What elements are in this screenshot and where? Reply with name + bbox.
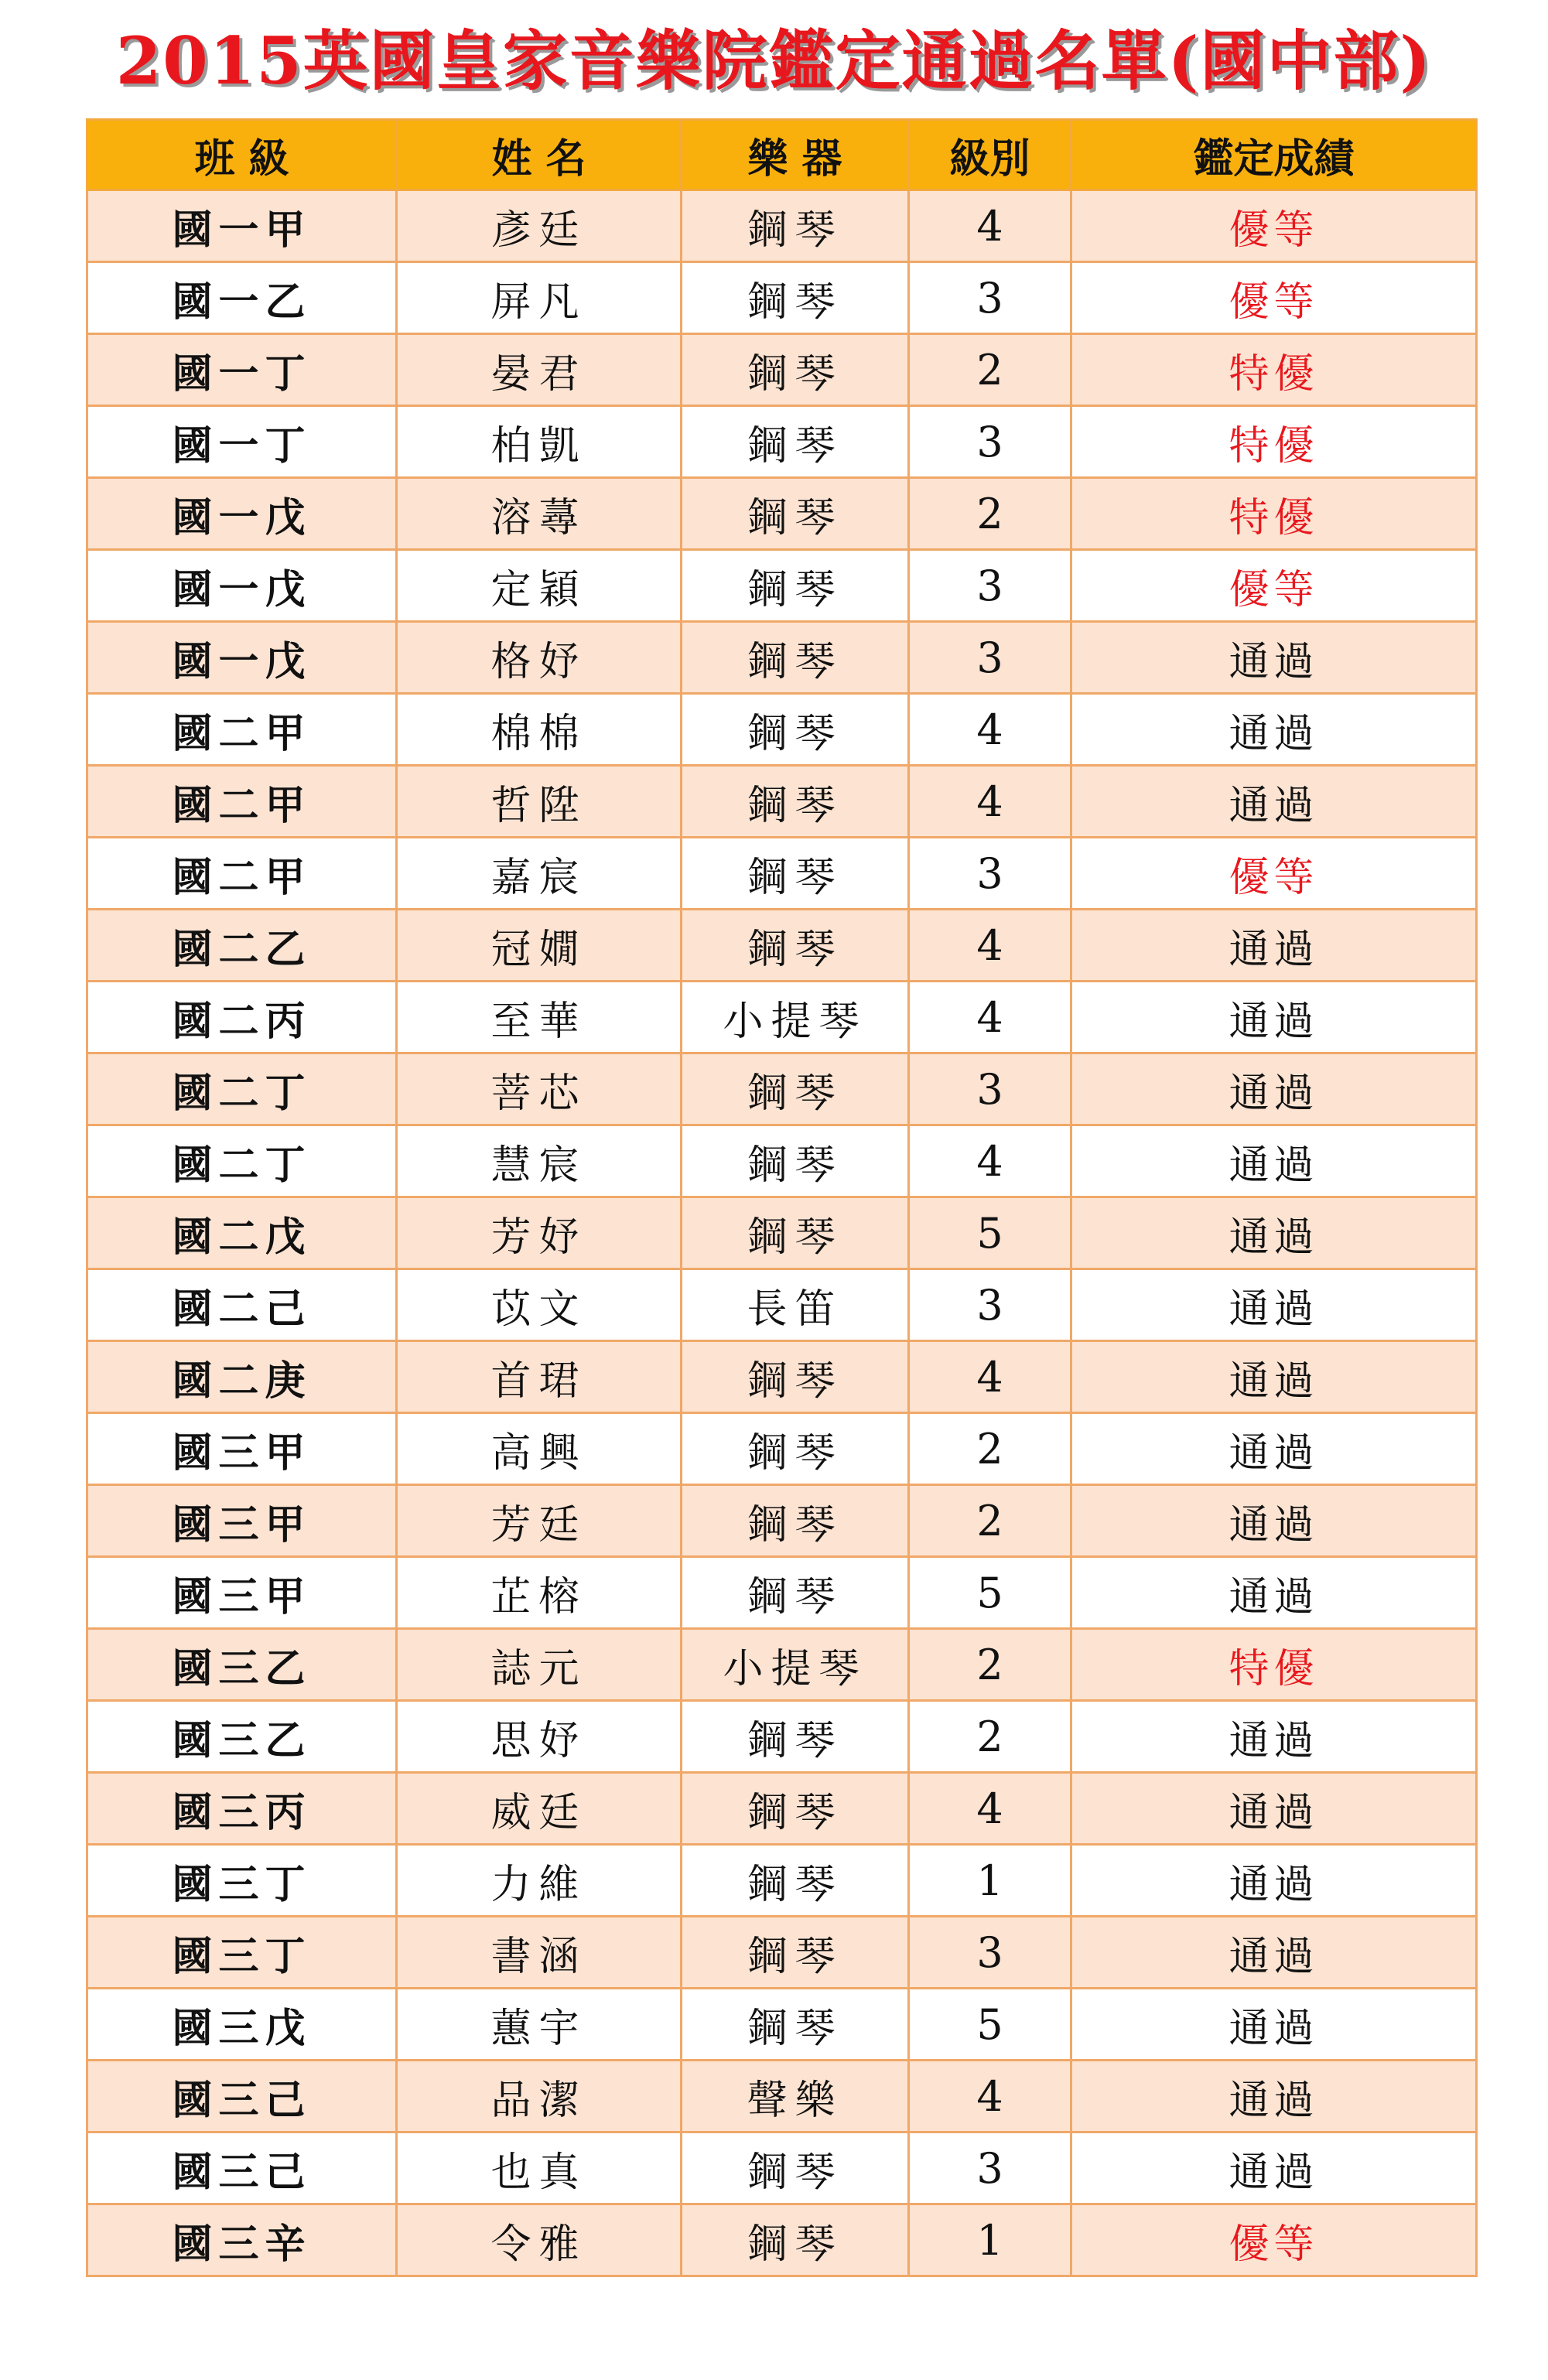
cell-name: 令雅 xyxy=(397,2204,682,2276)
cell-result: 通過 xyxy=(1071,1053,1477,1125)
cell-level: 1 xyxy=(909,1845,1071,1917)
cell-class: 國三己 xyxy=(87,2061,397,2132)
table-row xyxy=(87,622,1477,694)
cell-class: 國二戊 xyxy=(87,1197,397,1269)
cell-level: 5 xyxy=(909,1989,1071,2061)
cell-level: 3 xyxy=(909,406,1071,478)
cell-name: 思妤 xyxy=(397,1701,682,1773)
cell-name: 柏凱 xyxy=(397,406,682,478)
cell-class: 國二己 xyxy=(87,1269,397,1341)
cell-instrument: 鋼琴 xyxy=(682,1053,909,1125)
cell-level: 3 xyxy=(909,262,1071,334)
table-row xyxy=(87,838,1477,910)
table-row xyxy=(87,1557,1477,1629)
cell-level: 2 xyxy=(909,1413,1071,1485)
cell-name: 蕙宇 xyxy=(397,1989,682,2061)
table-row xyxy=(87,910,1477,982)
results-table xyxy=(86,118,1478,2277)
cell-level: 3 xyxy=(909,550,1071,622)
cell-name: 高興 xyxy=(397,1413,682,1485)
cell-instrument: 鋼琴 xyxy=(682,1125,909,1197)
cell-result: 通過 xyxy=(1071,1125,1477,1197)
cell-result: 通過 xyxy=(1071,1845,1477,1917)
cell-class: 國二甲 xyxy=(87,766,397,838)
cell-result: 通過 xyxy=(1071,2132,1477,2204)
table-row xyxy=(87,1701,1477,1773)
cell-class: 國二甲 xyxy=(87,694,397,766)
table-row xyxy=(87,1629,1477,1701)
cell-instrument: 鋼琴 xyxy=(682,1485,909,1557)
cell-result: 特優 xyxy=(1071,1629,1477,1701)
cell-level: 1 xyxy=(909,2204,1071,2276)
cell-result: 通過 xyxy=(1071,1485,1477,1557)
cell-level: 4 xyxy=(909,1341,1071,1413)
cell-result: 通過 xyxy=(1071,1773,1477,1845)
cell-name: 慧宸 xyxy=(397,1125,682,1197)
cell-level: 3 xyxy=(909,1269,1071,1341)
cell-class: 國三丁 xyxy=(87,1917,397,1989)
cell-instrument: 鋼琴 xyxy=(682,1197,909,1269)
cell-result: 通過 xyxy=(1071,910,1477,982)
table-row xyxy=(87,1485,1477,1557)
cell-level: 4 xyxy=(909,766,1071,838)
table-row xyxy=(87,1845,1477,1917)
cell-class: 國二庚 xyxy=(87,1341,397,1413)
cell-level: 2 xyxy=(909,1629,1071,1701)
cell-result: 優等 xyxy=(1071,550,1477,622)
cell-instrument: 小提琴 xyxy=(682,982,909,1053)
cell-result: 特優 xyxy=(1071,478,1477,550)
cell-class: 國三丙 xyxy=(87,1773,397,1845)
table-row xyxy=(87,1341,1477,1413)
cell-level: 2 xyxy=(909,1701,1071,1773)
cell-result: 特優 xyxy=(1071,406,1477,478)
table-row xyxy=(87,1125,1477,1197)
cell-name: 也真 xyxy=(397,2132,682,2204)
cell-instrument: 聲樂 xyxy=(682,2061,909,2132)
cell-level: 4 xyxy=(909,694,1071,766)
cell-level: 2 xyxy=(909,478,1071,550)
header-result: 鑑定成績 xyxy=(1071,120,1477,190)
table-row xyxy=(87,1989,1477,2061)
cell-instrument: 鋼琴 xyxy=(682,2204,909,2276)
cell-name: 格妤 xyxy=(397,622,682,694)
cell-result: 通過 xyxy=(1071,1557,1477,1629)
cell-class: 國二丁 xyxy=(87,1053,397,1125)
cell-name: 首珺 xyxy=(397,1341,682,1413)
cell-level: 4 xyxy=(909,190,1071,262)
table-row xyxy=(87,1269,1477,1341)
cell-name: 溶蕁 xyxy=(397,478,682,550)
table-row xyxy=(87,2132,1477,2204)
cell-instrument: 鋼琴 xyxy=(682,406,909,478)
cell-instrument: 鋼琴 xyxy=(682,1413,909,1485)
table-row xyxy=(87,550,1477,622)
cell-result: 通過 xyxy=(1071,1917,1477,1989)
cell-name: 苡文 xyxy=(397,1269,682,1341)
cell-class: 國三己 xyxy=(87,2132,397,2204)
cell-name: 芳妤 xyxy=(397,1197,682,1269)
table-row xyxy=(87,2061,1477,2132)
table-row xyxy=(87,334,1477,406)
cell-class: 國一戊 xyxy=(87,550,397,622)
cell-name: 晏君 xyxy=(397,334,682,406)
header-instrument: 樂 器 xyxy=(682,120,909,190)
cell-result: 優等 xyxy=(1071,838,1477,910)
cell-level: 2 xyxy=(909,1485,1071,1557)
cell-instrument: 鋼琴 xyxy=(682,1917,909,1989)
cell-name: 芳廷 xyxy=(397,1485,682,1557)
cell-level: 5 xyxy=(909,1557,1071,1629)
cell-instrument: 鋼琴 xyxy=(682,910,909,982)
cell-name: 屏凡 xyxy=(397,262,682,334)
cell-level: 4 xyxy=(909,910,1071,982)
cell-instrument: 鋼琴 xyxy=(682,550,909,622)
cell-result: 通過 xyxy=(1071,982,1477,1053)
cell-class: 國三甲 xyxy=(87,1413,397,1485)
cell-level: 3 xyxy=(909,2132,1071,2204)
cell-name: 力維 xyxy=(397,1845,682,1917)
cell-result: 通過 xyxy=(1071,622,1477,694)
cell-name: 品潔 xyxy=(397,2061,682,2132)
cell-class: 國一甲 xyxy=(87,190,397,262)
cell-class: 國三丁 xyxy=(87,1845,397,1917)
cell-result: 通過 xyxy=(1071,766,1477,838)
cell-class: 國一乙 xyxy=(87,262,397,334)
cell-instrument: 鋼琴 xyxy=(682,1557,909,1629)
cell-level: 4 xyxy=(909,982,1071,1053)
cell-result: 優等 xyxy=(1071,2204,1477,2276)
cell-name: 彥廷 xyxy=(397,190,682,262)
cell-instrument: 鋼琴 xyxy=(682,694,909,766)
cell-result: 特優 xyxy=(1071,334,1477,406)
table-row xyxy=(87,1773,1477,1845)
cell-result: 通過 xyxy=(1071,1413,1477,1485)
cell-instrument: 鋼琴 xyxy=(682,334,909,406)
cell-class: 國二丙 xyxy=(87,982,397,1053)
cell-instrument: 鋼琴 xyxy=(682,622,909,694)
cell-name: 嘉宸 xyxy=(397,838,682,910)
cell-instrument: 鋼琴 xyxy=(682,1989,909,2061)
cell-name: 至華 xyxy=(397,982,682,1053)
cell-instrument: 鋼琴 xyxy=(682,1845,909,1917)
cell-result: 優等 xyxy=(1071,262,1477,334)
header-class: 班 級 xyxy=(87,120,397,190)
table-row xyxy=(87,1197,1477,1269)
cell-class: 國一戊 xyxy=(87,478,397,550)
cell-name: 菩芯 xyxy=(397,1053,682,1125)
table-body xyxy=(87,190,1477,2276)
cell-result: 通過 xyxy=(1071,1197,1477,1269)
table-row xyxy=(87,982,1477,1053)
cell-name: 書涵 xyxy=(397,1917,682,1989)
cell-instrument: 小提琴 xyxy=(682,1629,909,1701)
cell-class: 國一丁 xyxy=(87,334,397,406)
cell-instrument: 鋼琴 xyxy=(682,838,909,910)
table-row xyxy=(87,262,1477,334)
table-row xyxy=(87,190,1477,262)
cell-instrument: 鋼琴 xyxy=(682,262,909,334)
cell-level: 4 xyxy=(909,2061,1071,2132)
cell-instrument: 鋼琴 xyxy=(682,1773,909,1845)
cell-name: 誌元 xyxy=(397,1629,682,1701)
cell-instrument: 長笛 xyxy=(682,1269,909,1341)
cell-level: 3 xyxy=(909,622,1071,694)
header-name: 姓 名 xyxy=(397,120,682,190)
cell-level: 3 xyxy=(909,1917,1071,1989)
cell-name: 哲陞 xyxy=(397,766,682,838)
page-title: 2015英國皇家音樂院鑑定通過名單(國中部) xyxy=(115,22,1433,99)
table-row xyxy=(87,1053,1477,1125)
cell-class: 國二甲 xyxy=(87,838,397,910)
cell-level: 4 xyxy=(909,1773,1071,1845)
table-row xyxy=(87,406,1477,478)
cell-level: 5 xyxy=(909,1197,1071,1269)
cell-instrument: 鋼琴 xyxy=(682,766,909,838)
table-row xyxy=(87,694,1477,766)
cell-name: 棉棉 xyxy=(397,694,682,766)
cell-class: 國二丁 xyxy=(87,1125,397,1197)
cell-name: 冠嫺 xyxy=(397,910,682,982)
cell-level: 3 xyxy=(909,1053,1071,1125)
cell-name: 威廷 xyxy=(397,1773,682,1845)
cell-instrument: 鋼琴 xyxy=(682,1701,909,1773)
cell-class: 國三乙 xyxy=(87,1701,397,1773)
cell-result: 通過 xyxy=(1071,2061,1477,2132)
cell-instrument: 鋼琴 xyxy=(682,190,909,262)
cell-class: 國三甲 xyxy=(87,1485,397,1557)
cell-instrument: 鋼琴 xyxy=(682,2132,909,2204)
table-header-row xyxy=(87,120,1477,190)
cell-result: 通過 xyxy=(1071,694,1477,766)
cell-class: 國三辛 xyxy=(87,2204,397,2276)
table-row xyxy=(87,2204,1477,2276)
cell-class: 國三乙 xyxy=(87,1629,397,1701)
cell-result: 通過 xyxy=(1071,1989,1477,2061)
cell-class: 國三甲 xyxy=(87,1557,397,1629)
cell-class: 國一戊 xyxy=(87,622,397,694)
cell-class: 國三戊 xyxy=(87,1989,397,2061)
cell-class: 國一丁 xyxy=(87,406,397,478)
cell-class: 國二乙 xyxy=(87,910,397,982)
header-level: 級別 xyxy=(909,120,1071,190)
table-row xyxy=(87,478,1477,550)
cell-name: 芷榕 xyxy=(397,1557,682,1629)
table-row xyxy=(87,1413,1477,1485)
cell-level: 2 xyxy=(909,334,1071,406)
cell-result: 通過 xyxy=(1071,1341,1477,1413)
cell-instrument: 鋼琴 xyxy=(682,478,909,550)
cell-result: 優等 xyxy=(1071,190,1477,262)
table-row xyxy=(87,1917,1477,1989)
cell-level: 4 xyxy=(909,1125,1071,1197)
cell-name: 定穎 xyxy=(397,550,682,622)
cell-result: 通過 xyxy=(1071,1701,1477,1773)
table-row xyxy=(87,766,1477,838)
cell-instrument: 鋼琴 xyxy=(682,1341,909,1413)
cell-level: 3 xyxy=(909,838,1071,910)
cell-result: 通過 xyxy=(1071,1269,1477,1341)
